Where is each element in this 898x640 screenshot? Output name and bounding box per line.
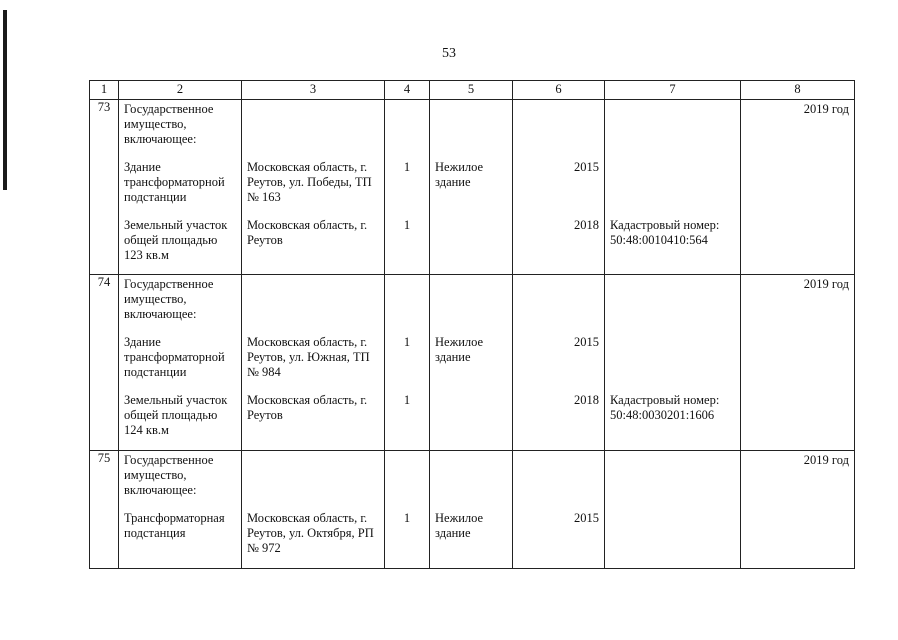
object-name: Трансформаторная подстанция — [124, 511, 225, 540]
scan-edge-mark — [3, 10, 7, 190]
object-address: Московская область, г. Реутов, ул. Победы, ТП № 163 — [247, 160, 372, 204]
object-name: Земельный участок общей площадью 124 кв.м — [124, 393, 228, 437]
year-cell — [513, 100, 605, 275]
address-cell — [242, 451, 385, 569]
object-name: Здание трансформаторной подстанции — [124, 335, 225, 379]
quantity-cell — [385, 275, 430, 451]
column-header-8: 8 — [741, 81, 855, 100]
object-quantity: 1 — [403, 335, 411, 349]
object-quantity: 1 — [403, 160, 411, 174]
column-header-2: 2 — [119, 81, 242, 100]
column-header-4: 4 — [385, 81, 430, 100]
object-address: Московская область, г. Реутов — [247, 393, 368, 422]
privatization-term: 2019 год — [803, 102, 849, 116]
column-header-7: 7 — [605, 81, 741, 100]
quantity-cell — [385, 100, 430, 275]
purpose-cell — [430, 100, 513, 275]
object-year: 2018 — [574, 218, 599, 232]
object-quantity: 1 — [403, 218, 411, 232]
object-purpose — [435, 218, 507, 263]
object-purpose: Нежилое здание — [435, 160, 484, 189]
object-group-title: Государственное имущество, включающее: — [124, 277, 214, 321]
object-address: Московская область, г. Реутов, ул. Южная, ТП № 984 — [247, 335, 370, 379]
term-cell — [741, 451, 855, 569]
column-header-1: 1 — [90, 81, 119, 100]
object-year: 2015 — [574, 160, 599, 174]
year-cell — [513, 275, 605, 451]
table-row — [90, 451, 855, 569]
object-name: Земельный участок общей площадью 123 кв.м — [124, 218, 228, 262]
object-purpose: Нежилое здание — [435, 511, 484, 540]
object-note: Кадастровый номер: 50:48:0010410:564 — [610, 218, 720, 247]
purpose-cell — [430, 275, 513, 451]
object-year: 2018 — [574, 393, 599, 407]
object-quantity: 1 — [403, 393, 411, 407]
object-group-title: Государственное имущество, включающее: — [124, 453, 214, 497]
object-note: Кадастровый номер: 50:48:0030201:1606 — [610, 393, 720, 422]
purpose-cell — [430, 451, 513, 569]
object-group-title: Государственное имущество, включающее: — [124, 102, 214, 146]
object-note — [610, 160, 735, 205]
table-row — [90, 275, 855, 451]
privatization-term: 2019 год — [803, 277, 849, 291]
object-year: 2015 — [574, 511, 599, 525]
row-number: 74 — [90, 275, 119, 451]
column-header-3: 3 — [242, 81, 385, 100]
address-cell — [242, 275, 385, 451]
object-name-cell — [119, 100, 242, 275]
object-address: Московская область, г. Реутов — [247, 218, 368, 247]
row-number: 73 — [90, 100, 119, 275]
note-cell — [605, 100, 741, 275]
table-row — [90, 100, 855, 275]
term-cell — [741, 275, 855, 451]
page-number: 53 — [442, 46, 456, 61]
term-cell — [741, 100, 855, 275]
note-cell — [605, 275, 741, 451]
object-name-cell — [119, 275, 242, 451]
object-name-cell — [119, 451, 242, 569]
quantity-cell — [385, 451, 430, 569]
property-table — [89, 80, 855, 569]
object-purpose: Нежилое здание — [435, 335, 484, 364]
object-name: Здание трансформаторной подстанции — [124, 160, 225, 204]
object-quantity: 1 — [403, 511, 411, 525]
object-year: 2015 — [574, 335, 599, 349]
privatization-term: 2019 год — [803, 453, 849, 467]
object-purpose — [435, 393, 507, 438]
object-note — [610, 511, 735, 556]
year-cell — [513, 451, 605, 569]
column-header-5: 5 — [430, 81, 513, 100]
column-header-6: 6 — [513, 81, 605, 100]
note-cell — [605, 451, 741, 569]
address-cell — [242, 100, 385, 275]
column-number-row — [90, 81, 855, 100]
row-number: 75 — [90, 451, 119, 569]
object-address: Московская область, г. Реутов, ул. Октября, РП № 972 — [247, 511, 374, 555]
object-note — [610, 335, 735, 380]
